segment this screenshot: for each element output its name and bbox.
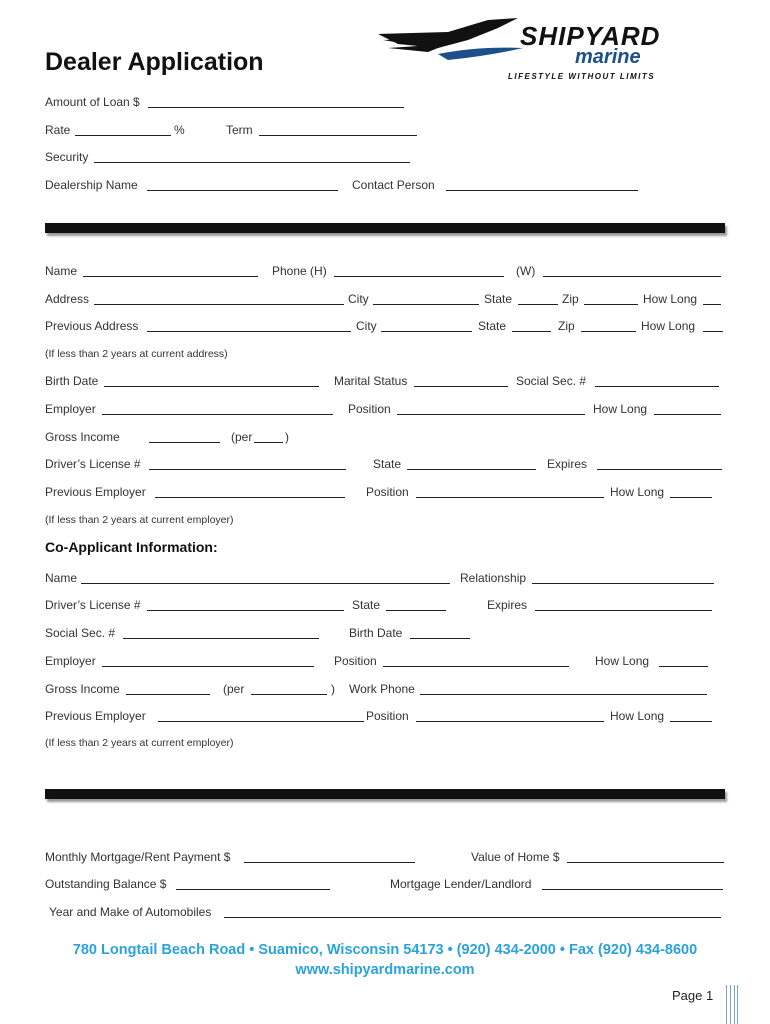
co-expires-label: Expires xyxy=(487,598,528,612)
how-long-label: How Long xyxy=(643,292,698,306)
logo-sub: marine xyxy=(575,46,641,68)
address-note: (If less than 2 years at current address) xyxy=(45,348,228,360)
name-label: Name xyxy=(45,264,78,278)
co-license-field[interactable] xyxy=(147,610,344,611)
license-state-field[interactable] xyxy=(407,469,536,470)
rate-label: Rate xyxy=(45,123,71,137)
percent-label: % xyxy=(174,123,185,137)
employer-note: (If less than 2 years at current employer) xyxy=(45,514,234,526)
prev-employer-label: Previous Employer xyxy=(45,485,146,499)
per-field[interactable] xyxy=(254,442,283,443)
prev-position-label: Position xyxy=(366,485,409,499)
dealership-label: Dealership Name xyxy=(45,178,138,192)
prev-city-field[interactable] xyxy=(381,331,472,332)
mortgage-label: Monthly Mortgage/Rent Payment $ xyxy=(45,850,231,864)
co-name-field[interactable] xyxy=(81,583,450,584)
phone-home-field[interactable] xyxy=(334,276,504,277)
page-title: Dealer Application xyxy=(45,48,264,76)
employer-how-long-label: How Long xyxy=(593,402,648,416)
page-number: Page 1 xyxy=(672,988,714,1003)
co-how-long-field[interactable] xyxy=(659,666,708,667)
birth-date-field[interactable] xyxy=(104,386,319,387)
prev-how-long-label: How Long xyxy=(641,319,696,333)
birth-date-label: Birth Date xyxy=(45,374,99,388)
co-name-label: Name xyxy=(45,571,78,585)
logo-name: SHIPYARD xyxy=(520,21,661,51)
co-birth-date-label: Birth Date xyxy=(349,626,403,640)
city-label: City xyxy=(348,292,369,306)
per-open-label: (per xyxy=(231,430,253,444)
prev-city-label: City xyxy=(356,319,377,333)
co-state-field[interactable] xyxy=(386,610,446,611)
prev-zip-field[interactable] xyxy=(581,331,636,332)
prev-how-long-field[interactable] xyxy=(703,331,723,332)
autos-field[interactable] xyxy=(224,917,721,918)
marital-label: Marital Status xyxy=(334,374,408,388)
prev-state-field[interactable] xyxy=(512,331,551,332)
footer-address: 780 Longtail Beach Road • Suamico, Wisconsin 54173 • (920) 434-2000 • Fax (920) 434-8600 xyxy=(72,942,698,958)
phone-work-label: (W) xyxy=(516,264,536,278)
marital-field[interactable] xyxy=(414,386,508,387)
contact-label: Contact Person xyxy=(352,178,435,192)
prev-employer-field[interactable] xyxy=(155,497,345,498)
co-ssn-field[interactable] xyxy=(123,638,319,639)
co-gross-income-field[interactable] xyxy=(126,694,210,695)
license-label: Driver’s License # xyxy=(45,457,141,471)
co-state-label: State xyxy=(352,598,381,612)
co-relationship-label: Relationship xyxy=(460,571,527,585)
license-field[interactable] xyxy=(149,469,346,470)
co-birth-date-field[interactable] xyxy=(410,638,470,639)
footer-url[interactable]: www.shipyardmarine.com xyxy=(295,962,475,978)
dealership-field[interactable] xyxy=(147,190,338,191)
section-divider-1 xyxy=(45,223,725,233)
co-prev-position-label: Position xyxy=(366,709,409,723)
prev-how-long-emp-label: How Long xyxy=(610,485,665,499)
lender-field[interactable] xyxy=(542,889,723,890)
gross-income-label: Gross Income xyxy=(45,430,120,444)
co-relationship-field[interactable] xyxy=(532,583,714,584)
co-position-field[interactable] xyxy=(383,666,569,667)
lender-label: Mortgage Lender/Landlord xyxy=(390,877,532,891)
position-field[interactable] xyxy=(397,414,585,415)
license-state-label: State xyxy=(373,457,402,471)
employer-field[interactable] xyxy=(102,414,333,415)
co-ssn-label: Social Sec. # xyxy=(45,626,116,640)
boat-swoosh-icon xyxy=(378,18,523,62)
balance-field[interactable] xyxy=(176,889,330,890)
position-label: Position xyxy=(348,402,391,416)
amount-field[interactable] xyxy=(148,107,404,108)
co-per-close-label: ) xyxy=(331,682,335,696)
co-work-phone-label: Work Phone xyxy=(349,682,415,696)
term-label: Term xyxy=(226,123,253,137)
ssn-field[interactable] xyxy=(595,386,719,387)
page-edge-lines xyxy=(726,985,738,1024)
rate-field[interactable] xyxy=(75,135,171,136)
co-expires-field[interactable] xyxy=(535,610,712,611)
term-field[interactable] xyxy=(259,135,417,136)
how-long-field[interactable] xyxy=(703,304,721,305)
logo-tagline: LIFESTYLE WITHOUT LIMITS xyxy=(508,72,656,81)
name-field[interactable] xyxy=(83,276,258,277)
address-label: Address xyxy=(45,292,90,306)
mortgage-field[interactable] xyxy=(244,862,415,863)
coapplicant-heading: Co-Applicant Information: xyxy=(45,539,218,555)
co-position-label: Position xyxy=(334,654,377,668)
co-prev-how-long-label: How Long xyxy=(610,709,665,723)
co-employer-note: (If less than 2 years at current employer) xyxy=(45,737,234,749)
home-value-field[interactable] xyxy=(567,862,724,863)
prev-state-label: State xyxy=(478,319,507,333)
contact-field[interactable] xyxy=(446,190,638,191)
co-license-label: Driver’s License # xyxy=(45,598,141,612)
co-work-phone-field[interactable] xyxy=(420,694,707,695)
zip-label: Zip xyxy=(562,292,579,306)
co-employer-label: Employer xyxy=(45,654,96,668)
prev-address-field[interactable] xyxy=(147,331,351,332)
gross-income-field[interactable] xyxy=(149,442,220,443)
co-per-open-label: (per xyxy=(223,682,245,696)
section-divider-2 xyxy=(45,789,725,799)
phone-home-label: Phone (H) xyxy=(272,264,327,278)
prev-position-field[interactable] xyxy=(416,497,604,498)
zip-field[interactable] xyxy=(584,304,638,305)
prev-zip-label: Zip xyxy=(558,319,575,333)
expires-field[interactable] xyxy=(597,469,722,470)
balance-label: Outstanding Balance $ xyxy=(45,877,167,891)
security-label: Security xyxy=(45,150,89,164)
co-prev-how-long-field[interactable] xyxy=(670,721,712,722)
co-how-long-label: How Long xyxy=(595,654,650,668)
per-close-label: ) xyxy=(285,430,289,444)
phone-work-field[interactable] xyxy=(543,276,721,277)
co-prev-employer-field[interactable] xyxy=(158,721,364,722)
address-field[interactable] xyxy=(94,304,344,305)
prev-how-long-emp-field[interactable] xyxy=(670,497,712,498)
co-employer-field[interactable] xyxy=(102,666,314,667)
employer-how-long-field[interactable] xyxy=(654,414,721,415)
employer-label: Employer xyxy=(45,402,96,416)
co-per-field[interactable] xyxy=(251,694,327,695)
expires-label: Expires xyxy=(547,457,588,471)
co-prev-employer-label: Previous Employer xyxy=(45,709,146,723)
ssn-label: Social Sec. # xyxy=(516,374,587,388)
co-prev-position-field[interactable] xyxy=(416,721,604,722)
prev-address-label: Previous Address xyxy=(45,319,139,333)
state-field[interactable] xyxy=(518,304,558,305)
amount-label: Amount of Loan $ xyxy=(45,95,140,109)
security-field[interactable] xyxy=(94,162,410,163)
city-field[interactable] xyxy=(373,304,479,305)
home-value-label: Value of Home $ xyxy=(471,850,560,864)
state-label: State xyxy=(484,292,513,306)
autos-label: Year and Make of Automobiles xyxy=(49,905,212,919)
co-gross-income-label: Gross Income xyxy=(45,682,120,696)
